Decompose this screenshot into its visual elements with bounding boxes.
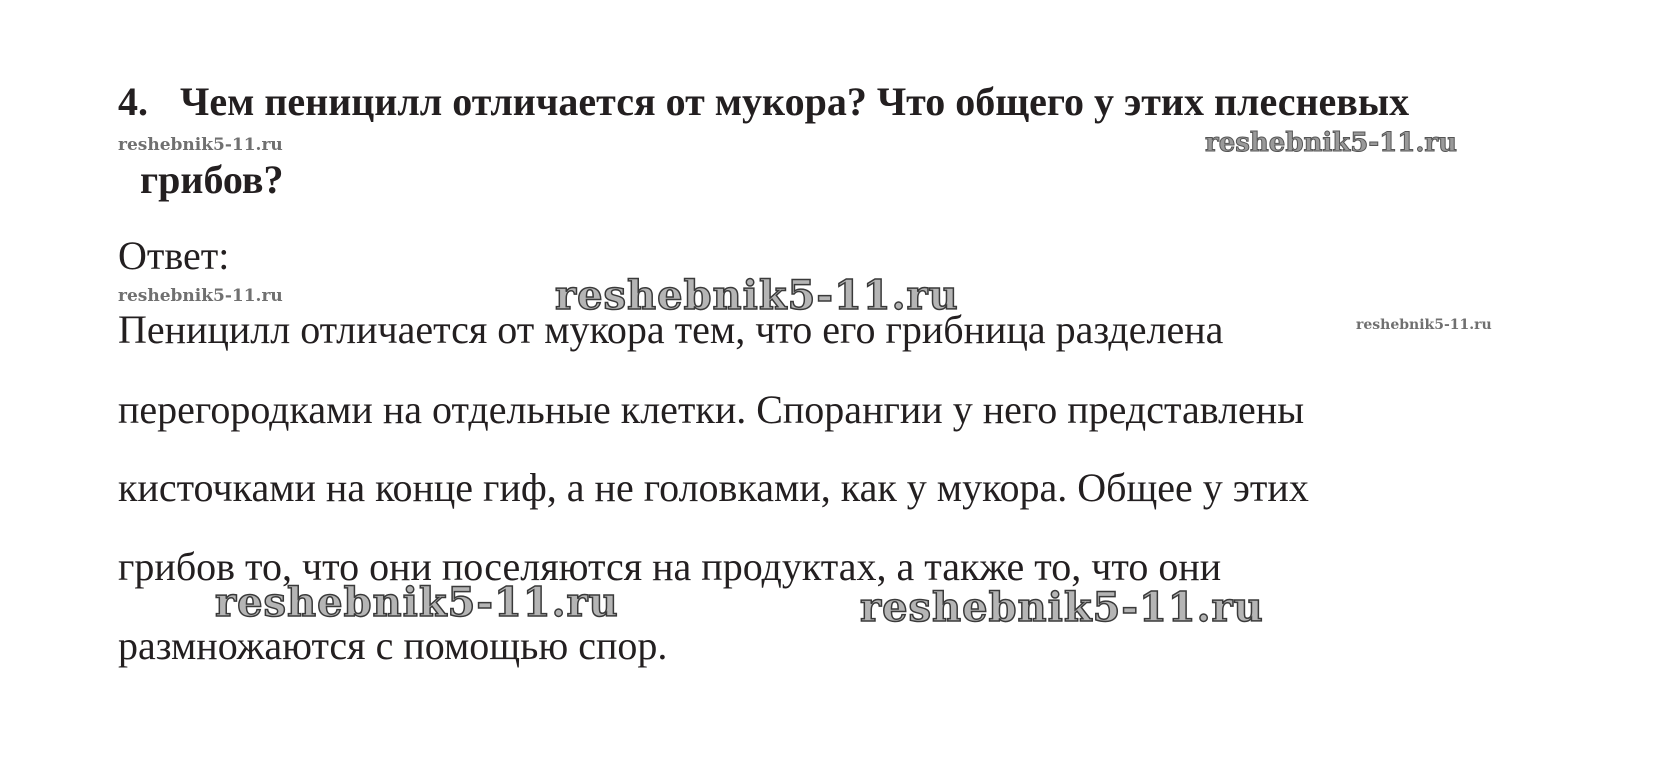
- watermark: reshebnik5-11.ru: [215, 579, 619, 626]
- question-number: 4.: [118, 79, 148, 124]
- answer-line-1: Пеницилл отличается от мукора тем, что его грибница разделена: [118, 307, 1224, 352]
- watermark: reshebnik5-11.ru: [118, 135, 283, 155]
- answer-label: Ответ:: [118, 233, 230, 278]
- watermark: reshebnik5-11.ru: [118, 286, 283, 306]
- question-text-line-1: Чем пеницилл отличается от мукора? Что общего у этих плесневых: [180, 79, 1410, 124]
- watermark: reshebnik5-11.ru: [1205, 128, 1458, 158]
- answer-line-4: грибов то, что они поселяются на продуктах, а также то, что они: [118, 544, 1222, 589]
- answer-line-2: перегородками на отдельные клетки. Спорангии у него представлены: [118, 387, 1305, 432]
- question-text-line-2: грибов?: [140, 157, 284, 202]
- watermark: reshebnik5-11.ru: [1356, 317, 1492, 333]
- answer-line-5: размножаются с помощью спор.: [118, 623, 668, 668]
- watermark: reshebnik5-11.ru: [860, 584, 1264, 631]
- watermark: reshebnik5-11.ru: [555, 272, 959, 319]
- answer-line-3: кисточками на конце гиф, а не головками, как у мукора. Общее у этих: [118, 465, 1309, 510]
